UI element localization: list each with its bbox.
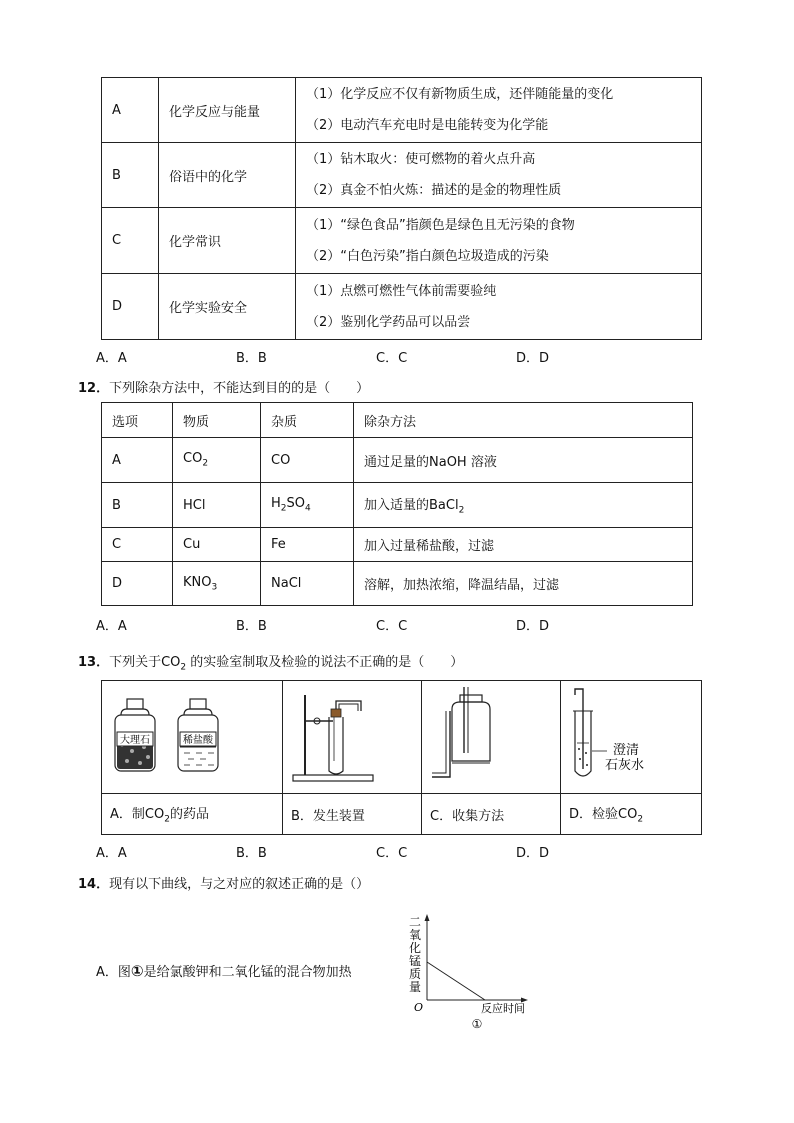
statement-1: （1）钻木取火：使可燃物的着火点升高 [306, 152, 536, 167]
table-row [102, 274, 702, 340]
cell-method: 加入过量稀盐酸，过滤 [354, 528, 693, 562]
caption-b: B．发生装置 [283, 794, 422, 835]
statement-1: （1）化学反应不仅有新物质生成，还伴随能量的变化 [306, 87, 614, 102]
option-b: B．B [236, 351, 267, 366]
header-substance: 物质 [173, 403, 261, 438]
q12-stem [78, 377, 369, 396]
apparatus-table [101, 680, 702, 835]
cell-option: C [102, 208, 159, 274]
table-row [102, 438, 693, 483]
question-number: 12． [78, 381, 110, 396]
cell-statements [296, 274, 702, 340]
option-b: B．B [236, 619, 267, 634]
graph-number: ① [471, 1017, 483, 1031]
option-a: A．A [96, 351, 127, 366]
statement-2: （2）“白色污染”指白颜色垃圾造成的污染 [306, 248, 549, 264]
cell-method: 溶解，加热浓缩，降温结晶，过滤 [354, 562, 693, 606]
cell-substance: $KNO_3$ [173, 562, 261, 606]
q13-stem: 13．下列关于$CO_2$ 的实验室制取及检验的说法不正确的是（ ） [78, 655, 464, 673]
cell-option: D [102, 274, 159, 340]
q13-options [96, 842, 656, 861]
q12-options [96, 615, 656, 634]
y-axis-label [409, 915, 421, 994]
table-row [102, 562, 693, 606]
caption-a: A．制$CO_2$的药品 [102, 794, 283, 835]
cell-substance: HCl [173, 483, 261, 528]
marble-bottle [115, 699, 155, 771]
header-impurity: 杂质 [261, 403, 354, 438]
y-axis-char: 锰 [408, 954, 422, 968]
cell-option: B [102, 483, 173, 528]
cell-statements [296, 143, 702, 208]
y-axis-char: 化 [408, 941, 422, 955]
collection-method-figure [422, 681, 561, 794]
x-axis-label: 反应时间 [481, 1002, 525, 1015]
test-tube-figure [561, 681, 702, 794]
q14-stem [78, 873, 369, 892]
question-number: 14． [78, 877, 110, 892]
statement-2: （2）电动汽车充电时是电能转变为化学能 [306, 118, 549, 133]
table-row [102, 483, 693, 528]
header-option: 选项 [102, 403, 173, 438]
option-c: C．C [376, 619, 408, 634]
cell-method: 通过足量的NaOH 溶液 [354, 438, 693, 483]
question-text: 现有以下曲线，与之对应的叙述正确的是（） [109, 877, 370, 892]
q11-options [96, 347, 656, 366]
cell-option: C [102, 528, 173, 562]
caption-c: C．收集方法 [422, 794, 561, 835]
option-c: C．C [376, 846, 408, 861]
cell-statements [296, 78, 702, 143]
option-b: B．B [236, 846, 267, 861]
table-row [102, 528, 693, 562]
option-c: C．C [376, 351, 408, 366]
cell-topic: 化学实验安全 [159, 274, 296, 340]
cell-impurity: $H_2SO_4$ [261, 483, 354, 528]
cell-option: D [102, 562, 173, 606]
table-row [102, 143, 702, 208]
y-axis-char: 质 [408, 967, 422, 981]
svg-text:澄清: 澄清 [613, 743, 640, 758]
cell-substance: $CO_2$ [173, 438, 261, 483]
manganese-dioxide-graph [405, 912, 535, 1032]
cell-option: A [102, 438, 173, 483]
option-d: D．D [516, 351, 550, 366]
svg-text:石灰水: 石灰水 [605, 758, 645, 773]
generation-apparatus-figure [283, 681, 422, 794]
topic-table [101, 77, 702, 340]
cell-option: B [102, 143, 159, 208]
option-a: A．A [96, 619, 127, 634]
statement-2: （2）真金不怕火炼：描述的是金的物理性质 [306, 183, 562, 198]
cell-topic: 俗语中的化学 [159, 143, 296, 208]
cell-substance: Cu [173, 528, 261, 562]
hydrochloric-acid-bottle [178, 699, 218, 771]
question-number: 13． [78, 655, 110, 670]
cell-impurity: NaCl [261, 562, 354, 606]
cell-topic: 化学常识 [159, 208, 296, 274]
svg-text:稀盐酸: 稀盐酸 [183, 735, 213, 746]
option-d: D．D [516, 619, 550, 634]
origin-label: O [413, 1001, 423, 1014]
cell-option: A [102, 78, 159, 143]
caption-d: D．检验$CO_2$ [561, 794, 702, 835]
cell-method: 加入适量的BaCl$_2$ [354, 483, 693, 528]
table-row [102, 208, 702, 274]
statement-1: （1）“绿色食品”指颜色是绿色且无污染的食物 [306, 217, 575, 233]
y-axis-char: 量 [408, 980, 422, 994]
header-method: 除杂方法 [354, 403, 693, 438]
cell-impurity: Fe [261, 528, 354, 562]
table-row [102, 78, 702, 143]
cell-topic: 化学反应与能量 [159, 78, 296, 143]
y-axis-char: 二 [408, 915, 422, 929]
option-d: D．D [516, 846, 550, 861]
cell-statements [296, 208, 702, 274]
reagent-bottles-figure [102, 681, 283, 794]
question-text: 下列除杂方法中，不能达到目的的是（ ） [109, 381, 370, 396]
impurity-table [101, 402, 693, 606]
y-axis-char: 氧 [408, 928, 422, 942]
q14-option-a: A．图①是给氯酸钾和二氧化锰的混合物加热 [96, 962, 352, 980]
statement-2: （2）鉴别化学药品可以品尝 [306, 314, 471, 330]
svg-text:大理石: 大理石 [120, 735, 150, 746]
statement-1: （1）点燃可燃性气体前需要验纯 [306, 283, 497, 299]
data-line [427, 962, 485, 1000]
cell-impurity: CO [261, 438, 354, 483]
option-a: A．A [96, 846, 127, 861]
